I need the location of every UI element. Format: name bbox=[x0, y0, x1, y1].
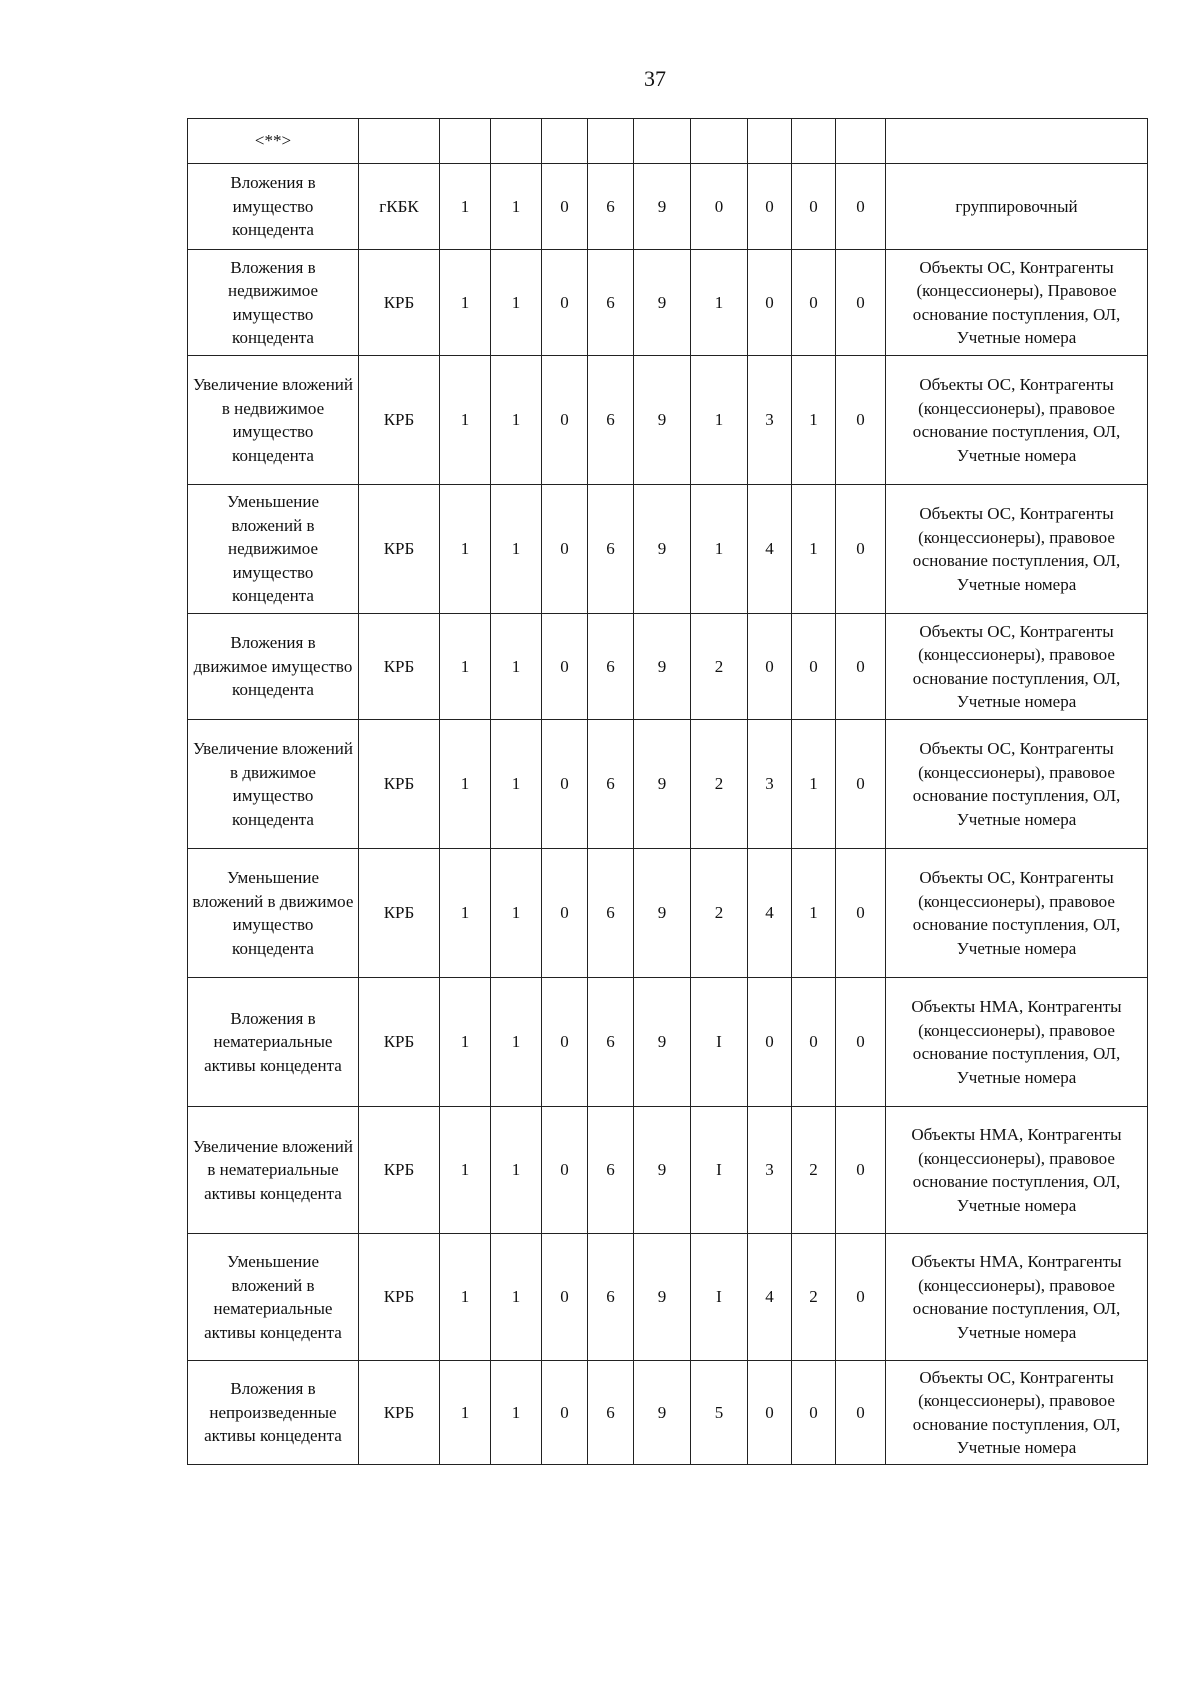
table-row bbox=[188, 1234, 1148, 1361]
table-row bbox=[188, 1107, 1148, 1234]
code-digit-cell: 1 bbox=[440, 164, 491, 250]
account-name-cell: Уменьшение вложений в недвижимое имущество концедента bbox=[188, 485, 359, 614]
empty-header-cell bbox=[440, 119, 491, 164]
analytics-cell: Объекты ОС, Контрагенты (концессионеры), Правовое основание поступления, ОЛ, Учетные номера bbox=[886, 250, 1148, 356]
code-digit-cell: 4 bbox=[748, 485, 792, 614]
code-digit-cell: 3 bbox=[748, 1107, 792, 1234]
account-name-cell: Увеличение вложений в нематериальные активы концедента bbox=[188, 1107, 359, 1234]
table-row bbox=[188, 356, 1148, 485]
account-name-cell: Вложения в непроизведенные активы концедента bbox=[188, 1361, 359, 1465]
empty-header-cell bbox=[359, 119, 440, 164]
code-digit-cell: 1 bbox=[792, 485, 836, 614]
code-type-cell: КРБ bbox=[359, 1107, 440, 1234]
code-digit-cell: 6 bbox=[588, 1234, 634, 1361]
code-digit-cell: 1 bbox=[440, 720, 491, 849]
code-digit-cell: 5 bbox=[691, 1361, 748, 1465]
code-digit-cell: 1 bbox=[440, 1361, 491, 1465]
code-digit-cell: 1 bbox=[491, 614, 542, 720]
empty-header-cell bbox=[836, 119, 886, 164]
account-name-cell: Вложения в недвижимое имущество концедента bbox=[188, 250, 359, 356]
code-digit-cell: 0 bbox=[836, 1361, 886, 1465]
code-digit-cell: 1 bbox=[691, 356, 748, 485]
code-digit-cell: 1 bbox=[491, 1107, 542, 1234]
table-row bbox=[188, 849, 1148, 978]
code-digit-cell: 1 bbox=[491, 1361, 542, 1465]
code-digit-cell: 1 bbox=[491, 485, 542, 614]
table-row bbox=[188, 614, 1148, 720]
empty-header-cell bbox=[748, 119, 792, 164]
account-name-cell: Вложения в имущество концедента bbox=[188, 164, 359, 250]
code-digit-cell: 0 bbox=[748, 614, 792, 720]
analytics-cell: Объекты НМА, Контрагенты (концессионеры), правовое основание поступления, ОЛ, Учетные номера bbox=[886, 1234, 1148, 1361]
code-digit-cell: 0 bbox=[836, 1234, 886, 1361]
code-digit-cell: 1 bbox=[691, 485, 748, 614]
code-digit-cell: 0 bbox=[836, 978, 886, 1107]
code-digit-cell: 1 bbox=[491, 164, 542, 250]
code-digit-cell: 0 bbox=[792, 978, 836, 1107]
code-type-cell: КРБ bbox=[359, 849, 440, 978]
code-digit-cell: 1 bbox=[440, 1107, 491, 1234]
table-row bbox=[188, 978, 1148, 1107]
code-digit-cell: 0 bbox=[542, 356, 588, 485]
code-digit-cell: 3 bbox=[748, 720, 792, 849]
code-digit-cell: 6 bbox=[588, 1361, 634, 1465]
analytics-cell: Объекты ОС, Контрагенты (концессионеры), правовое основание поступления, ОЛ, Учетные номера bbox=[886, 356, 1148, 485]
code-digit-cell: 1 bbox=[440, 614, 491, 720]
code-digit-cell: 4 bbox=[748, 1234, 792, 1361]
code-digit-cell: 0 bbox=[792, 250, 836, 356]
code-digit-cell: 1 bbox=[491, 849, 542, 978]
code-digit-cell: 1 bbox=[792, 849, 836, 978]
code-digit-cell: 0 bbox=[542, 164, 588, 250]
code-digit-cell: 2 bbox=[691, 849, 748, 978]
analytics-cell: Объекты ОС, Контрагенты (концессионеры), правовое основание поступления, ОЛ, Учетные номера bbox=[886, 720, 1148, 849]
code-digit-cell: 0 bbox=[748, 164, 792, 250]
code-digit-cell: 0 bbox=[542, 720, 588, 849]
code-digit-cell: 1 bbox=[491, 1234, 542, 1361]
table-row bbox=[188, 1361, 1148, 1465]
code-digit-cell: 1 bbox=[440, 485, 491, 614]
code-digit-cell: 9 bbox=[634, 1234, 691, 1361]
code-digit-cell: 0 bbox=[836, 356, 886, 485]
account-name-cell: Вложения в нематериальные активы концедента bbox=[188, 978, 359, 1107]
code-digit-cell: 1 bbox=[491, 978, 542, 1107]
account-name-cell: Вложения в движимое имущество концедента bbox=[188, 614, 359, 720]
code-type-cell: КРБ bbox=[359, 614, 440, 720]
empty-header-cell bbox=[886, 119, 1148, 164]
code-digit-cell: 6 bbox=[588, 614, 634, 720]
code-digit-cell: 0 bbox=[542, 849, 588, 978]
code-type-cell: КРБ bbox=[359, 720, 440, 849]
account-name-cell: Увеличение вложений в движимое имущество концедента bbox=[188, 720, 359, 849]
code-digit-cell: 0 bbox=[691, 164, 748, 250]
code-digit-cell: 9 bbox=[634, 1361, 691, 1465]
code-type-cell: гКБК bbox=[359, 164, 440, 250]
analytics-cell: Объекты НМА, Контрагенты (концессионеры), правовое основание поступления, ОЛ, Учетные номера bbox=[886, 978, 1148, 1107]
code-digit-cell: 0 bbox=[748, 978, 792, 1107]
code-type-cell: КРБ bbox=[359, 356, 440, 485]
code-digit-cell: 6 bbox=[588, 849, 634, 978]
code-type-cell: КРБ bbox=[359, 1361, 440, 1465]
code-digit-cell: 0 bbox=[542, 485, 588, 614]
code-digit-cell: 9 bbox=[634, 164, 691, 250]
code-digit-cell: 0 bbox=[836, 250, 886, 356]
code-type-cell: КРБ bbox=[359, 485, 440, 614]
account-codes-table bbox=[187, 118, 1148, 1465]
code-type-cell: КРБ bbox=[359, 978, 440, 1107]
code-digit-cell: 0 bbox=[836, 1107, 886, 1234]
analytics-cell: Объекты ОС, Контрагенты (концессионеры), правовое основание поступления, ОЛ, Учетные номера bbox=[886, 485, 1148, 614]
code-digit-cell: 0 bbox=[542, 614, 588, 720]
code-digit-cell: 9 bbox=[634, 356, 691, 485]
table-row bbox=[188, 164, 1148, 250]
code-digit-cell: 1 bbox=[491, 250, 542, 356]
table-row bbox=[188, 720, 1148, 849]
code-digit-cell: 0 bbox=[542, 1107, 588, 1234]
account-name-cell: Уменьшение вложений в нематериальные активы концедента bbox=[188, 1234, 359, 1361]
code-digit-cell: 0 bbox=[748, 250, 792, 356]
analytics-cell: Объекты ОС, Контрагенты (концессионеры), правовое основание поступления, ОЛ, Учетные номера bbox=[886, 1361, 1148, 1465]
code-type-cell: КРБ bbox=[359, 250, 440, 356]
analytics-cell: Объекты НМА, Контрагенты (концессионеры), правовое основание поступления, ОЛ, Учетные номера bbox=[886, 1107, 1148, 1234]
empty-header-cell bbox=[542, 119, 588, 164]
code-digit-cell: 1 bbox=[691, 250, 748, 356]
code-digit-cell: 9 bbox=[634, 250, 691, 356]
code-digit-cell: 1 bbox=[491, 356, 542, 485]
table-header-row bbox=[188, 119, 1148, 164]
header-marker-cell: <**> bbox=[188, 119, 359, 164]
code-digit-cell: 0 bbox=[836, 720, 886, 849]
code-digit-cell: 9 bbox=[634, 614, 691, 720]
code-digit-cell: I bbox=[691, 978, 748, 1107]
table-row bbox=[188, 250, 1148, 356]
code-digit-cell: 4 bbox=[748, 849, 792, 978]
code-digit-cell: 0 bbox=[542, 1234, 588, 1361]
code-digit-cell: 0 bbox=[836, 164, 886, 250]
analytics-cell: Объекты ОС, Контрагенты (концессионеры), правовое основание поступления, ОЛ, Учетные номера bbox=[886, 614, 1148, 720]
code-digit-cell: 9 bbox=[634, 849, 691, 978]
account-name-cell: Увеличение вложений в недвижимое имущество концедента bbox=[188, 356, 359, 485]
code-digit-cell: 9 bbox=[634, 1107, 691, 1234]
code-digit-cell: 0 bbox=[542, 250, 588, 356]
empty-header-cell bbox=[691, 119, 748, 164]
code-digit-cell: 6 bbox=[588, 485, 634, 614]
code-digit-cell: 9 bbox=[634, 720, 691, 849]
code-digit-cell: 1 bbox=[440, 356, 491, 485]
empty-header-cell bbox=[588, 119, 634, 164]
code-digit-cell: 0 bbox=[542, 978, 588, 1107]
code-digit-cell: 2 bbox=[792, 1234, 836, 1361]
code-digit-cell: 9 bbox=[634, 978, 691, 1107]
code-digit-cell: 3 bbox=[748, 356, 792, 485]
code-digit-cell: 6 bbox=[588, 164, 634, 250]
code-digit-cell: 0 bbox=[836, 614, 886, 720]
code-digit-cell: 1 bbox=[792, 356, 836, 485]
code-digit-cell: 6 bbox=[588, 250, 634, 356]
code-digit-cell: I bbox=[691, 1107, 748, 1234]
code-digit-cell: 2 bbox=[691, 720, 748, 849]
code-digit-cell: 9 bbox=[634, 485, 691, 614]
code-digit-cell: 1 bbox=[792, 720, 836, 849]
code-digit-cell: 0 bbox=[792, 1361, 836, 1465]
code-type-cell: КРБ bbox=[359, 1234, 440, 1361]
code-digit-cell: 1 bbox=[440, 978, 491, 1107]
code-digit-cell: 0 bbox=[792, 614, 836, 720]
code-digit-cell: 2 bbox=[792, 1107, 836, 1234]
code-digit-cell: 6 bbox=[588, 356, 634, 485]
code-digit-cell: 0 bbox=[748, 1361, 792, 1465]
code-digit-cell: 1 bbox=[491, 720, 542, 849]
code-digit-cell: 1 bbox=[440, 849, 491, 978]
analytics-cell: группировочный bbox=[886, 164, 1148, 250]
empty-header-cell bbox=[634, 119, 691, 164]
code-digit-cell: I bbox=[691, 1234, 748, 1361]
code-digit-cell: 0 bbox=[836, 485, 886, 614]
code-digit-cell: 6 bbox=[588, 978, 634, 1107]
code-digit-cell: 2 bbox=[691, 614, 748, 720]
table-row bbox=[188, 485, 1148, 614]
code-digit-cell: 6 bbox=[588, 1107, 634, 1234]
code-digit-cell: 0 bbox=[792, 164, 836, 250]
page-number: 37 bbox=[644, 66, 666, 91]
empty-header-cell bbox=[792, 119, 836, 164]
analytics-cell: Объекты ОС, Контрагенты (концессионеры), правовое основание поступления, ОЛ, Учетные номера bbox=[886, 849, 1148, 978]
code-digit-cell: 1 bbox=[440, 1234, 491, 1361]
empty-header-cell bbox=[491, 119, 542, 164]
code-digit-cell: 0 bbox=[542, 1361, 588, 1465]
code-digit-cell: 0 bbox=[836, 849, 886, 978]
code-digit-cell: 6 bbox=[588, 720, 634, 849]
account-name-cell: Уменьшение вложений в движимое имущество концедента bbox=[188, 849, 359, 978]
code-digit-cell: 1 bbox=[440, 250, 491, 356]
